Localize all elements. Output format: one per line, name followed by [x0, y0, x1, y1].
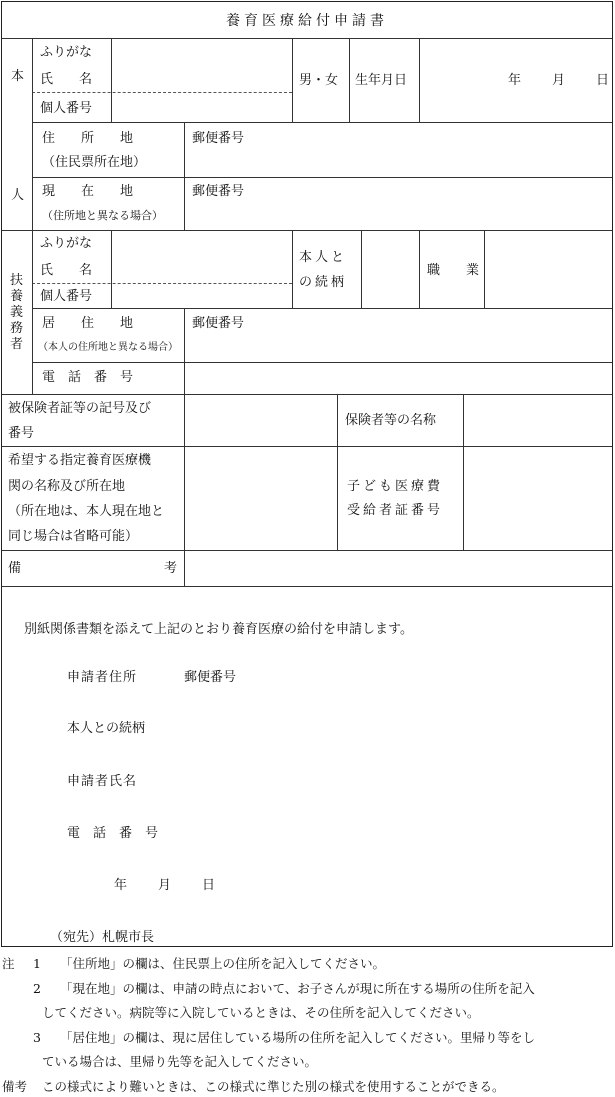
insurer-name-label: 保険者等の名称 — [345, 413, 437, 428]
applicant-postal-label: 郵便番号 — [184, 670, 237, 685]
rule — [184, 394, 185, 586]
note-3-line-1: 「居住地」の欄は、現に居住している場所の住所を記入してください。里帰り等をし — [60, 1030, 536, 1045]
rule — [419, 230, 420, 308]
rule — [2, 586, 612, 587]
occupation-label: 職 業 — [427, 263, 480, 278]
rule — [184, 122, 185, 230]
relationship-label-2: の続柄 — [299, 275, 348, 290]
rule — [32, 177, 612, 178]
furigana-label: ふりがな — [40, 45, 93, 60]
applicant-phone-label: 電 話 番 号 — [67, 826, 159, 841]
relationship-label-1: 本人と — [299, 250, 348, 265]
note-2-line-1: 「現在地」の欄は、申請の時点において、お子さんが現に所在する場所の住所を記入 — [60, 981, 535, 996]
rule — [2, 230, 612, 231]
sex-options: 男・女 — [299, 73, 339, 88]
note-3-number: 3 — [33, 1030, 41, 1045]
my-number-label: 個人番号 — [40, 101, 93, 116]
insurance-number-label-1: 被保険者証等の記号及び — [8, 401, 152, 416]
guardian-my-number-label: 個人番号 — [40, 289, 93, 304]
relation-to-child-label: 本人との続柄 — [67, 721, 146, 736]
guardian-label-2: 養 — [10, 289, 24, 304]
guardian-label-3: 義 — [10, 305, 24, 320]
note-2-number: 2 — [33, 981, 41, 996]
rule — [484, 230, 485, 308]
name-label: 氏 名 — [40, 72, 93, 87]
residence-label: 居 住 地 — [42, 316, 134, 331]
rule — [32, 38, 33, 394]
notes-label: 注 — [2, 956, 15, 971]
birthdate-label: 生年月日 — [355, 73, 408, 88]
furigana-rule — [32, 92, 292, 93]
postal-code-label: 郵便番号 — [192, 184, 245, 199]
rule — [2, 550, 612, 551]
rule — [32, 308, 612, 309]
addressee: （宛先）札幌市長 — [50, 930, 155, 945]
residence-note: （本人の住所地と異なる場合） — [38, 342, 178, 353]
guardian-label-1: 扶 — [10, 273, 24, 288]
birth-month-label: 月 — [552, 73, 566, 88]
applicant-name-label: 申請者氏名 — [67, 774, 138, 789]
hospital-label-2: 関の名称及び所在地 — [8, 479, 126, 494]
form-title: 養育医療給付申請書 — [226, 13, 388, 29]
note-1: 「住所地」の欄は、住民票上の住所を記入してください。 — [60, 956, 386, 971]
child-medical-cert-label-1: 子ども医療費 — [347, 479, 444, 494]
birth-day-label: 日 — [596, 73, 610, 88]
hospital-label-1: 希望する指定養育医療機 — [8, 453, 152, 468]
address-sublabel: （住民票所在地） — [42, 155, 147, 170]
remarks-label-b: 考 — [164, 561, 178, 576]
hospital-label-3: （所在地は、本人現在地と — [8, 504, 165, 519]
guardian-furigana-label: ふりがな — [40, 236, 93, 251]
biko-label: 備考 — [2, 1079, 28, 1094]
rule — [349, 38, 350, 122]
section-label-honnin-1: 本 — [11, 69, 25, 84]
phone-label: 電 話 番 号 — [42, 370, 134, 385]
application-statement: 別紙関係書類を添えて上記のとおり養育医療の給付を申請します。 — [24, 622, 413, 637]
date-year-label: 年 — [114, 878, 128, 893]
hospital-label-4: 同じ場合は省略可能） — [8, 529, 139, 544]
rule — [337, 394, 338, 550]
rule — [111, 38, 112, 122]
applicant-address-label: 申請者住所 — [67, 670, 138, 685]
remarks-label-a: 備 — [8, 561, 22, 576]
rule — [463, 394, 464, 550]
guardian-label-5: 者 — [10, 337, 24, 352]
rule — [292, 230, 293, 308]
biko-text: この様式により難いときは、この様式に準じた別の様式を使用することができる。 — [42, 1079, 505, 1094]
rule — [419, 38, 420, 122]
rule — [2, 446, 612, 447]
child-medical-cert-label-2: 受給者証番号 — [347, 503, 444, 518]
note-1-number: 1 — [33, 956, 41, 971]
rule — [184, 308, 185, 394]
rule — [32, 122, 612, 123]
note-2-line-2: してください。病院等に入院しているときは、その住所を記入してください。 — [42, 1005, 480, 1020]
insurance-number-label-2: 番号 — [8, 426, 35, 441]
section-label-honnin-2: 人 — [11, 188, 25, 203]
application-form — [1, 1, 613, 947]
address-label: 住 所 地 — [42, 131, 134, 146]
date-day-label: 日 — [202, 878, 216, 893]
rule — [32, 362, 612, 363]
rule — [111, 230, 112, 308]
rule — [292, 38, 293, 122]
guardian-label-4: 務 — [10, 321, 24, 336]
date-month-label: 月 — [158, 878, 172, 893]
furigana-rule — [32, 283, 292, 284]
rule — [2, 394, 612, 395]
guardian-name-label: 氏 名 — [40, 263, 93, 278]
current-location-note: （住所地と異なる場合） — [42, 209, 163, 222]
postal-code-label: 郵便番号 — [192, 131, 245, 146]
birth-year-label: 年 — [508, 73, 522, 88]
postal-code-label: 郵便番号 — [192, 316, 245, 331]
rule — [2, 38, 612, 39]
current-location-label: 現 在 地 — [42, 184, 134, 199]
rule — [361, 230, 362, 308]
note-3-line-2: ている場合は、里帰り先等を記入してください。 — [42, 1054, 318, 1069]
